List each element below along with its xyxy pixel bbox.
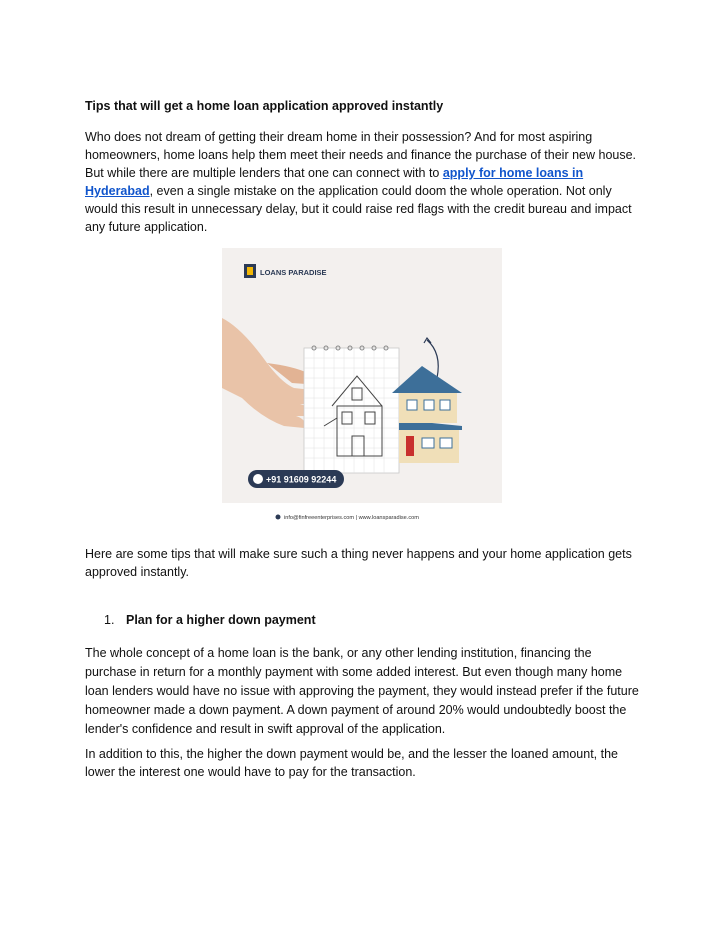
grid-notepad xyxy=(304,346,399,473)
list-item xyxy=(104,613,316,627)
phone-icon xyxy=(253,474,263,484)
contact-line: info@finfreeenterprises.com | www.loansparadise.com xyxy=(284,515,419,521)
document-title: Tips that will get a home loan application approved instantly xyxy=(85,99,444,113)
intro-text: Who does not dream of getting their dream home in their possession? And for most aspiring homeowners, home loans help them meet their needs and finance the purchase of their new house. But while there are multiple lenders that one can connect with to xyxy=(85,130,637,180)
loans-paradise-logo xyxy=(244,264,256,278)
phone-number: +91 91609 92244 xyxy=(266,474,337,485)
list-number: 1. xyxy=(104,613,115,627)
interest-paragraph: In addition to this, the higher the down payment would be, and the lesser the loaned amount, the lower the interest one would have to pay for the transaction. xyxy=(85,747,618,779)
brand-name: LOANS PARADISE xyxy=(260,268,327,277)
intro-paragraph xyxy=(85,128,640,236)
down-payment-paragraph: The whole concept of a home loan is the bank, or any other lending institution, financing the purchase in return for a monthly payment with some added interest. But even though many home loan lenders would have no issue with approving the payment, they would instead prefer if the future homeowner made a down payment. A down payment of around 20% would undoubtedly boost the lender's confidence and result in swift approval of the application. xyxy=(85,646,639,736)
intro-text-continued: , even a single mistake on the application could doom the whole operation. Not only would this result in unnecessary delay, but it could raise red flags with the credit bureau and impact any future application. xyxy=(85,184,632,234)
home-loans-link[interactable]: apply for home loans in Hyderabad xyxy=(85,166,584,198)
email-icon xyxy=(276,515,281,520)
tips-intro-paragraph: Here are some tips that will make sure such a thing never happens and your home application gets approved instantly. xyxy=(85,547,632,579)
list-heading: Plan for a higher down payment xyxy=(126,613,316,627)
loans-paradise-banner xyxy=(222,248,502,526)
